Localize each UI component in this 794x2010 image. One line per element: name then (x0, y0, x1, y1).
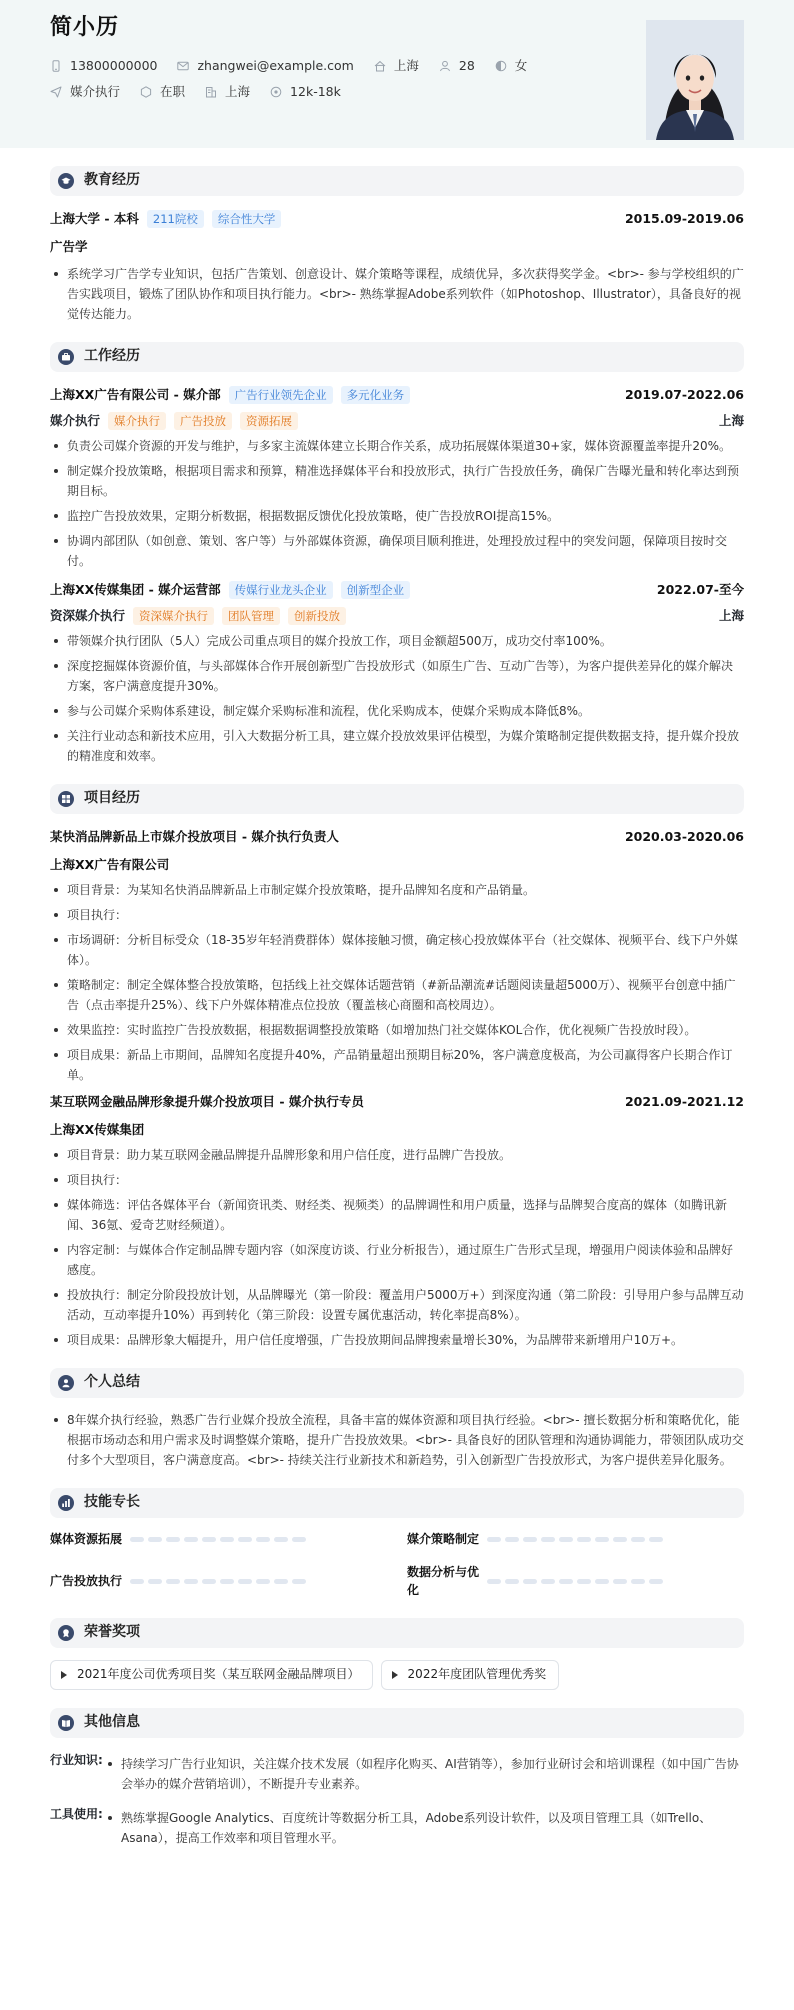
work-duties (50, 436, 744, 571)
other-section (0, 1708, 794, 1848)
skill-name: 媒介策略制定 (407, 1532, 480, 1546)
summary-section (0, 1368, 794, 1470)
job-title-item (50, 82, 120, 101)
target-city-item (205, 82, 250, 101)
resume-header (0, 0, 794, 148)
project-date: 2020.03-2020.06 (624, 829, 744, 845)
location-item (374, 56, 419, 75)
school-tag: 综合性大学 (212, 210, 282, 228)
duty-item: 带领媒介执行团队（5人）完成公司重点项目的媒介投放工作，项目金额超500万，成功交付率100%。 (50, 631, 744, 651)
location-text: 上海 (393, 57, 419, 73)
duty-item: 关注行业动态和新技术应用，引入大数据分析工具，建立媒介投放效果评估模型，为媒介策略制定提供数据支持，提升媒介投放的精准度和效率。 (50, 726, 744, 766)
status-item (140, 82, 185, 101)
age-text: 28 (458, 57, 475, 73)
project-detail-item: 项目背景：助力某互联网金融品牌提升品牌形象和用户信任度，进行品牌广告投放。 (50, 1145, 744, 1165)
awards-list (50, 1660, 744, 1690)
skill-item (407, 1563, 744, 1600)
candidate-name: 简小历 (50, 15, 120, 40)
duty-item: 监控广告投放效果，定期分析数据，根据数据反馈优化投放策略，使广告投放ROI提高15%。 (50, 506, 744, 526)
info-row-1 (50, 53, 744, 79)
school-tag: 211院校 (147, 210, 204, 228)
duty-item: 协调内部团队（如创意、策划、客户等）与外部媒体资源，确保项目顺利推进，处理投放过程中的突发问题，保障项目按时交付。 (50, 531, 744, 571)
education-row (50, 208, 744, 230)
role-tag: 创新投放 (288, 607, 346, 625)
salary-icon (270, 86, 282, 98)
summary-title-bar (50, 1368, 744, 1398)
work-entry (50, 579, 744, 766)
project-detail-item: 项目背景：为某知名快消品牌新品上市制定媒介投放策略，提升品牌知名度和产品销量。 (50, 880, 744, 900)
project-detail-item: 媒体筛选：评估各媒体平台（新闻资讯类、财经类、视频类）的品牌调性和用户质量，选择与品牌契合度高的媒体（如腾讯新闻、36氪、爱奇艺财经频道）。 (50, 1195, 744, 1235)
skill-level-bar (130, 1537, 306, 1542)
project-org: 上海XX传媒集团 (50, 1122, 145, 1138)
grid-icon (58, 791, 74, 807)
duty-item: 参与公司媒介采购体系建设，制定媒介采购标准和流程，优化采购成本，使媒介采购成本降低8%。 (50, 701, 744, 721)
phone-icon (50, 60, 62, 72)
project-detail-item: 项目成果：新品上市期间，品牌知名度提升40%，产品销量超出预期目标20%，客户满意度极高，为公司赢得客户长期合作订单。 (50, 1045, 744, 1085)
work-section (0, 342, 794, 766)
mail-icon (177, 60, 189, 72)
role-tag: 团队管理 (222, 607, 280, 625)
award-chip (381, 1660, 560, 1690)
phone-text: 13800000000 (70, 57, 158, 73)
avatar-photo (646, 20, 744, 140)
skills-heading: 技能专长 (84, 1494, 140, 1511)
user-icon (439, 60, 451, 72)
skills-title-bar (50, 1488, 744, 1518)
skill-level-bar (130, 1579, 306, 1584)
project-detail-item: 项目执行： (50, 1170, 744, 1190)
awards-title-bar (50, 1618, 744, 1648)
company-tag: 多元化业务 (341, 386, 411, 404)
award-label: 2021年度公司优秀项目奖（某互联网金融品牌项目） (77, 1667, 360, 1682)
work-duties (50, 631, 744, 766)
other-key: 工具使用: (50, 1806, 103, 1821)
duty-item: 负责公司媒介资源的开发与维护，与多家主流媒体建立长期合作关系，成功拓展媒体渠道30+家，媒体资源覆盖率提升20%。 (50, 436, 744, 456)
work-date: 2019.07-2022.06 (624, 387, 744, 403)
work-city: 上海 (718, 413, 744, 429)
project-detail-item: 效果监控：实时监控广告投放数据，根据数据调整投放策略（如增加热门社交媒体KOL合作，优化视频广告投放时段）。 (50, 1020, 744, 1040)
school-name: 上海大学 - 本科 (50, 211, 139, 227)
salary-text: 12k-18k (290, 83, 341, 99)
company-name: 上海XX广告有限公司 - 媒介部 (50, 387, 221, 403)
target-city-text: 上海 (225, 83, 251, 99)
project-details (50, 1145, 744, 1350)
project-entry (50, 826, 744, 1085)
projects-heading: 项目经历 (84, 790, 140, 807)
projects-title-bar (50, 784, 744, 814)
role-tag: 资源拓展 (240, 412, 298, 430)
avatar (646, 20, 744, 140)
other-heading: 其他信息 (84, 1713, 140, 1730)
skill-item (50, 1563, 387, 1600)
award-chip (50, 1660, 373, 1690)
education-date: 2015.09-2019.06 (624, 211, 744, 227)
project-title: 某快消品牌新品上市媒介投放项目 - 媒介执行负责人 (50, 829, 339, 845)
project-detail-item: 内容定制：与媒体合作定制品牌专题内容（如深度访谈、行业分析报告），通过原生广告形式呈现，增强用户阅读体验和品牌好感度。 (50, 1240, 744, 1280)
send-icon (50, 86, 62, 98)
work-role: 媒介执行 (50, 413, 101, 429)
summary-heading: 个人总结 (84, 1374, 140, 1391)
work-heading: 工作经历 (84, 348, 140, 365)
company-tag: 广告行业领先企业 (229, 386, 333, 404)
skill-level-bar (487, 1579, 663, 1584)
education-heading: 教育经历 (84, 172, 140, 189)
skill-item (407, 1530, 744, 1549)
education-section (0, 166, 794, 324)
skill-name: 广告投放执行 (50, 1573, 123, 1588)
home-icon (374, 60, 386, 72)
other-value: 持续学习广告行业知识，关注媒介技术发展（如程序化购买、AI营销等），参加行业研讨会和培训课程（如中国广告协会举办的媒介营销培训），不断提升专业素养。 (104, 1754, 744, 1794)
work-date: 2022.07-至今 (656, 582, 744, 598)
project-detail-item: 项目成果：品牌形象大幅提升，用户信任度增强，广告投放期间品牌搜索量增长30%，为品牌带来新增用户10万+。 (50, 1330, 744, 1350)
status-text: 在职 (160, 83, 186, 99)
awards-section (0, 1618, 794, 1690)
role-tag: 资深媒介执行 (133, 607, 214, 625)
skill-level-bar (487, 1537, 663, 1542)
skill-name: 数据分析与优化 (407, 1564, 480, 1598)
salary-item (270, 82, 341, 101)
info-row-2 (50, 79, 744, 105)
work-role: 资深媒介执行 (50, 608, 126, 624)
projects-section (0, 784, 794, 1350)
other-item (50, 1750, 744, 1794)
company-name: 上海XX传媒集团 - 媒介运营部 (50, 582, 221, 598)
duty-item: 深度挖掘媒体资源价值，与头部媒体合作开展创新型广告投放形式（如原生广告、互动广告等），为客户提供差异化的媒介解决方案，客户满意度提升30%。 (50, 656, 744, 696)
other-value: 熟练掌握Google Analytics、百度统计等数据分析工具，Adobe系列设计软件，以及项目管理工具（如Trello、Asana），提高工作效率和项目管理水平。 (104, 1808, 744, 1848)
company-tag: 传媒行业龙头企业 (229, 581, 333, 599)
project-title: 某互联网金融品牌形象提升媒介投放项目 - 媒介执行专员 (50, 1094, 364, 1110)
graduation-cap-icon (58, 173, 74, 189)
gender-text: 女 (514, 57, 528, 73)
company-tag: 创新型企业 (341, 581, 411, 599)
skill-name: 媒体资源拓展 (50, 1532, 123, 1546)
briefcase-icon (58, 349, 74, 365)
role-tag: 媒介执行 (108, 412, 166, 430)
other-title-bar (50, 1708, 744, 1738)
age-item (439, 56, 475, 75)
project-detail-item: 投放执行：制定分阶段投放计划，从品牌曝光（第一阶段：覆盖用户5000万+）到深度沟通（第二阶段：引导用户参与品牌互动活动，互动率提升10%）再到转化（第三阶段：设置专属优惠活动，转化率提高8%）。 (50, 1285, 744, 1325)
person-icon (58, 1375, 74, 1391)
skills-grid (50, 1530, 744, 1600)
work-city: 上海 (718, 608, 744, 624)
work-title-bar (50, 342, 744, 372)
project-entry (50, 1091, 744, 1350)
project-org: 上海XX广告有限公司 (50, 857, 170, 873)
major: 广告学 (50, 239, 88, 255)
email-item (177, 56, 353, 75)
role-tag: 广告投放 (174, 412, 232, 430)
play-icon (61, 1671, 67, 1679)
awards-heading: 荣誉奖项 (84, 1623, 140, 1640)
email-text: zhangwei@example.com (197, 57, 354, 73)
duty-item: 制定媒介投放策略，根据项目需求和预算，精准选择媒体平台和投放形式，执行广告投放任务，确保广告曝光量和转化率达到预期目标。 (50, 461, 744, 501)
gender-item (495, 56, 528, 75)
phone-item (50, 56, 157, 75)
other-item (50, 1804, 744, 1848)
work-entry (50, 384, 744, 571)
skills-section (0, 1488, 794, 1600)
project-date: 2021.09-2021.12 (624, 1094, 744, 1110)
bar-chart-icon (58, 1495, 74, 1511)
book-icon (58, 1715, 74, 1731)
play-icon (392, 1671, 398, 1679)
education-title-bar (50, 166, 744, 196)
other-key: 行业知识: (50, 1752, 103, 1767)
status-icon (140, 86, 152, 98)
project-detail-item: 策略制定：制定全媒体整合投放策略，包括线上社交媒体话题营销（#新品潮流#话题阅读量超5000万）、视频平台创意中插广告（点击率提升25%）、线下户外媒体精准点位投放（覆盖核心商圈和高校周边）。 (50, 975, 744, 1015)
education-description: 系统学习广告学专业知识，包括广告策划、创意设计、媒介策略等课程，成绩优异，多次获得奖学金。<br>- 参与学校组织的广告实践项目，锻炼了团队协作和项目执行能力。<br>- 熟练掌握Adobe系列软件（如Photoshop、Illustrator），具备良好的视觉传达能力。 (50, 264, 744, 324)
skill-item (50, 1530, 387, 1549)
summary-text: 8年媒介执行经验，熟悉广告行业媒介投放全流程，具备丰富的媒体资源和项目执行经验。<br>- 擅长数据分析和策略优化，能根据市场动态和用户需求及时调整媒介策略，提升广告投放效果。<br>- 具备良好的团队管理和沟通协调能力，带领团队成功交付多个大型项目，客户满意度高。<br>- 持续关注行业新技术和新趋势，引入创新型广告投放形式，为客户提供差异化服务。 (50, 1410, 744, 1470)
building-icon (205, 86, 217, 98)
medal-icon (58, 1625, 74, 1641)
gender-icon (495, 60, 507, 72)
award-label: 2022年度团队管理优秀奖 (407, 1667, 547, 1682)
project-details (50, 880, 744, 1085)
project-detail-item: 市场调研：分析目标受众（18-35岁年轻消费群体）媒体接触习惯，确定核心投放媒体平台（社交媒体、视频平台、线下户外媒体）。 (50, 930, 744, 970)
project-detail-item: 项目执行： (50, 905, 744, 925)
job-title-text: 媒介执行 (70, 83, 121, 99)
